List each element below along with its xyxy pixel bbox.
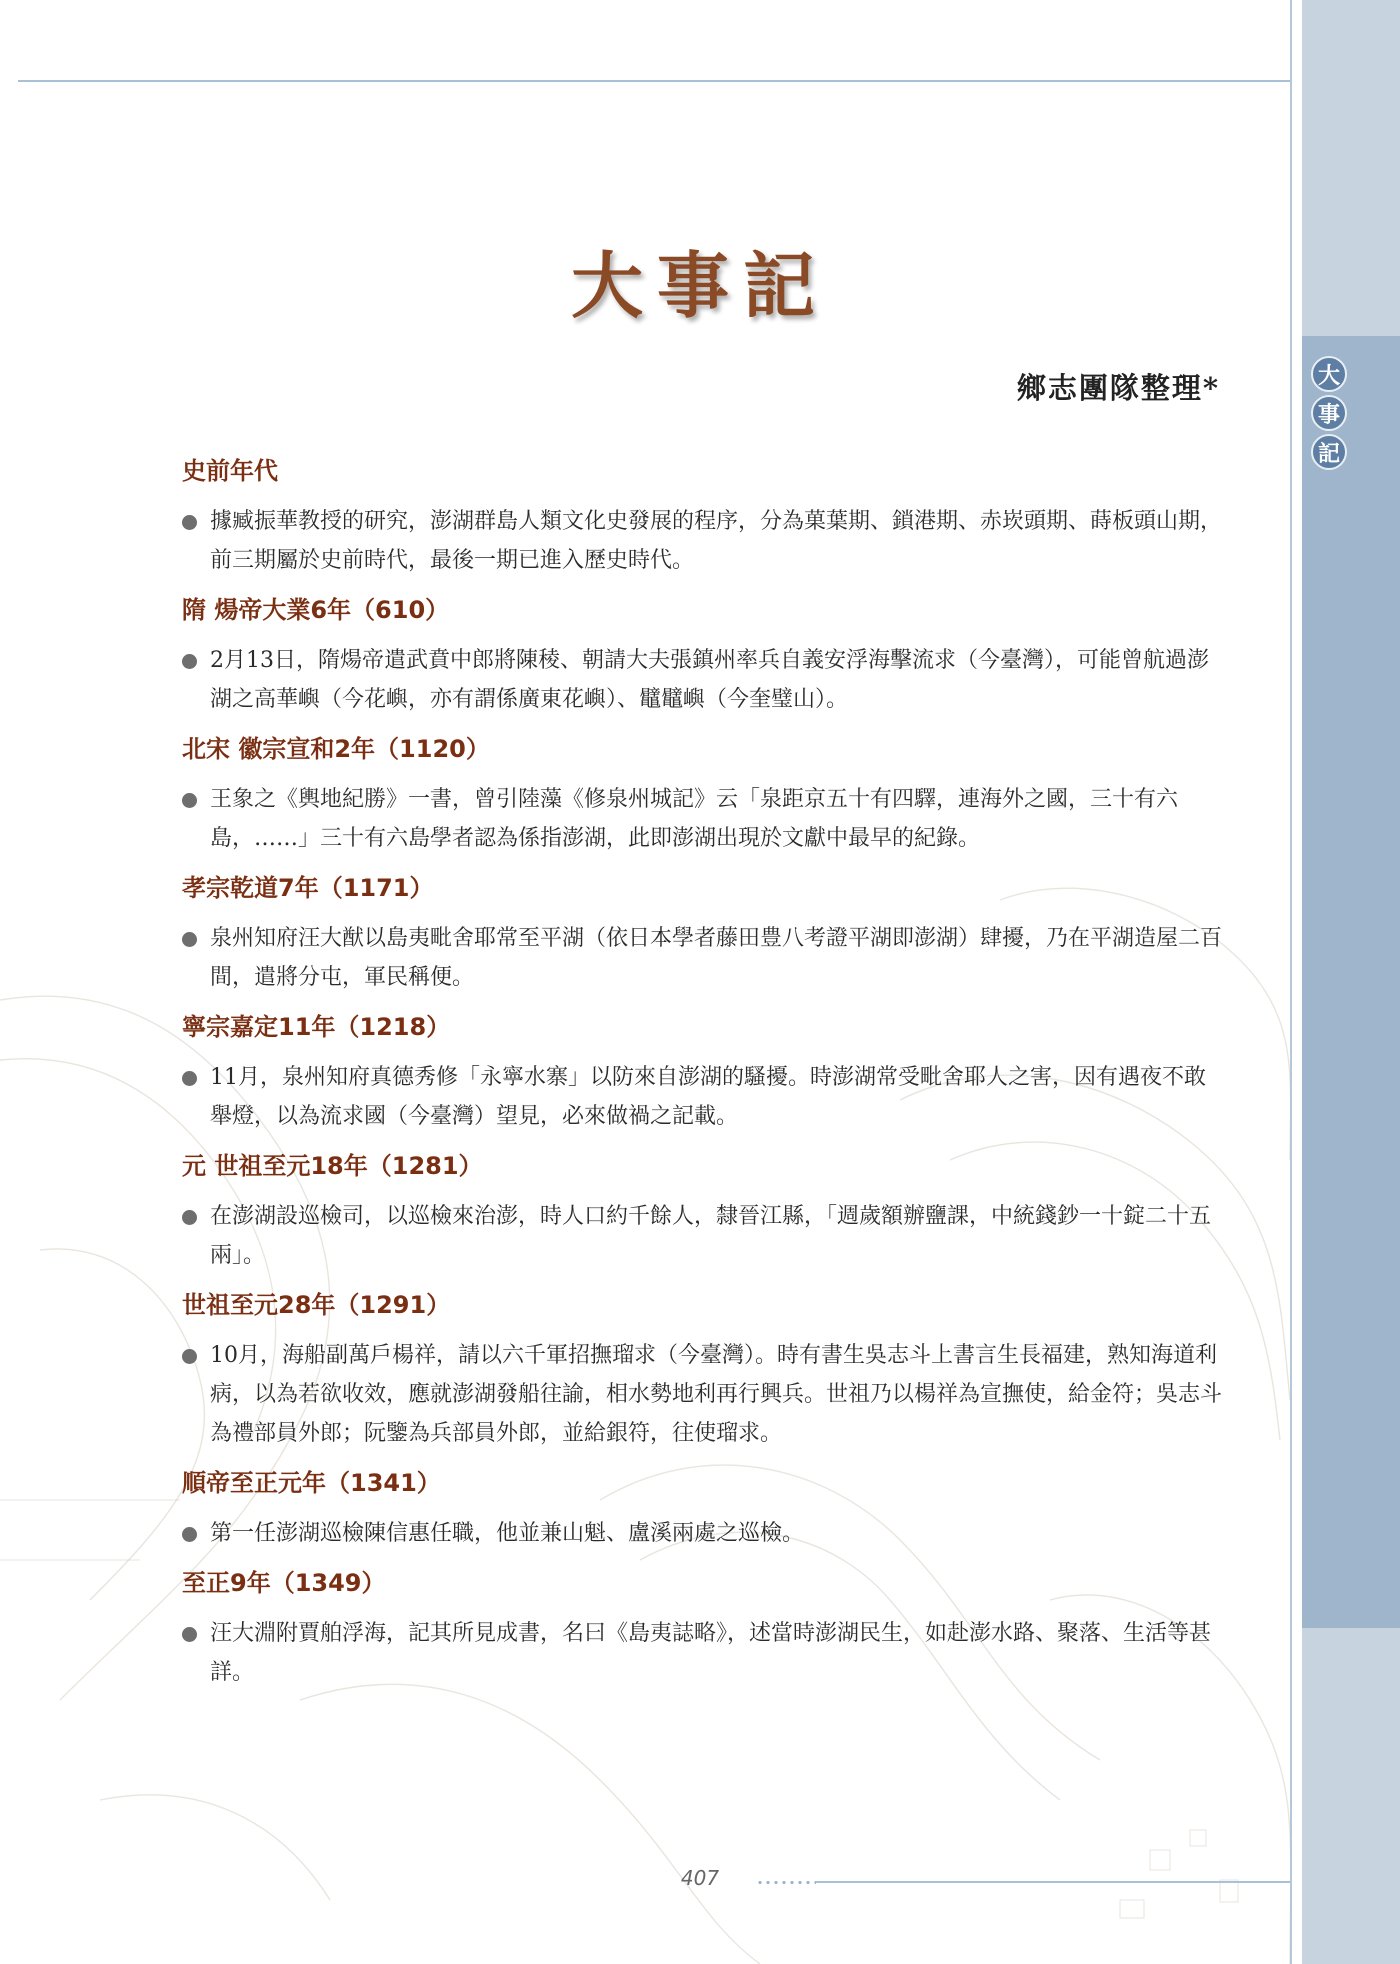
chronicle-entry	[182, 502, 1222, 580]
chronicle-entry	[182, 1058, 1222, 1136]
bullet-icon	[182, 1527, 197, 1542]
chronicle-section	[182, 593, 1222, 719]
bullet-icon	[182, 515, 197, 530]
entry-text: 泉州知府汪大猷以島夷毗舍耶常至平湖（依日本學者藤田豊八考證平湖即澎湖）肆擾，乃在平湖造屋二百間，遣將分屯，軍民稱便。	[210, 926, 1223, 990]
author-credit: 鄉志團隊整理*	[1016, 371, 1220, 405]
bullet-icon	[182, 1349, 197, 1364]
chronicle-section	[182, 871, 1222, 997]
side-tab-char-2: 事	[1311, 395, 1347, 431]
bullet-icon	[182, 793, 197, 808]
bullet-icon	[182, 1210, 197, 1225]
chronicle-section	[182, 732, 1222, 858]
chronicle-entry	[182, 1514, 1222, 1553]
side-band-active-section	[1302, 336, 1400, 1628]
chronicle-section	[182, 454, 1222, 580]
side-tab-char-3: 記	[1311, 434, 1347, 470]
chronicle-section	[182, 1149, 1222, 1275]
chronicle-entry	[182, 641, 1222, 719]
section-heading: 北宋 徽宗宣和2年（1120）	[182, 735, 490, 763]
section-heading: 元 世祖至元18年（1281）	[182, 1152, 483, 1180]
chronicle-entry	[182, 1336, 1222, 1453]
side-tab-char-1: 大	[1311, 356, 1347, 392]
footer-dots	[756, 1881, 816, 1884]
section-heading: 寧宗嘉定11年（1218）	[182, 1013, 451, 1041]
section-heading: 孝宗乾道7年（1171）	[182, 874, 434, 902]
chronicle-content	[182, 454, 1222, 1705]
section-heading: 史前年代	[182, 457, 278, 485]
entry-text: 王象之《輿地紀勝》一書，曾引陸藻《修泉州城記》云「泉距京五十有四驛，連海外之國，三十有六島，……」三十有六島學者認為係指澎湖，此即澎湖出現於文獻中最早的紀錄。	[210, 787, 1179, 851]
footer-rule	[816, 1881, 1290, 1883]
chronicle-entry	[182, 1614, 1222, 1692]
entry-text: 據臧振華教授的研究，澎湖群島人類文化史發展的程序，分為菓葉期、鎖港期、赤崁頭期、蒔板頭山期，前三期屬於史前時代，最後一期已進入歷史時代。	[210, 509, 1223, 573]
chronicle-entry	[182, 919, 1222, 997]
bullet-icon	[182, 654, 197, 669]
chronicle-entry	[182, 780, 1222, 858]
entry-text: 在澎湖設巡檢司，以巡檢來治澎，時人口約千餘人，隸晉江縣，「週歲額辦鹽課，中統錢鈔一十錠二十五兩」。	[210, 1204, 1212, 1268]
entry-text: 汪大淵附賈舶浮海，記其所見成書，名曰《島夷誌略》，述當時澎湖民生，如赴澎水路、聚落、生活等甚詳。	[210, 1621, 1212, 1685]
chronicle-entry	[182, 1197, 1222, 1275]
chronicle-section	[182, 1010, 1222, 1136]
section-heading: 至正9年（1349）	[182, 1569, 386, 1597]
entry-text: 第一任澎湖巡檢陳信惠任職，他並兼山魁、盧溪兩處之巡檢。	[210, 1521, 805, 1546]
chronicle-section	[182, 1466, 1222, 1553]
entry-text: 11月，泉州知府真德秀修「永寧水寨」以防來自澎湖的騷擾。時澎湖常受毗舍耶人之害，因有遇夜不敢舉燈，以為流求國（今臺灣）望見，必來做禍之記載。	[210, 1065, 1206, 1129]
bullet-icon	[182, 1627, 197, 1642]
page-title: 大事記	[570, 243, 829, 328]
bullet-icon	[182, 1071, 197, 1086]
chronicle-section	[182, 1288, 1222, 1453]
section-heading: 隋 煬帝大業6年（610）	[182, 596, 450, 624]
chronicle-section	[182, 1566, 1222, 1692]
section-heading: 順帝至正元年（1341）	[182, 1469, 441, 1497]
section-heading: 世祖至元28年（1291）	[182, 1291, 451, 1319]
bullet-icon	[182, 932, 197, 947]
entry-text: 10月，海船副萬戶楊祥，請以六千軍招撫瑠求（今臺灣）。時有書生吳志斗上書言生長福建，熟知海道利病，以為若欲收效，應就澎湖發船往諭，相水勢地利再行興兵。世祖乃以楊祥為宣撫使，給金符；吳志斗為禮部員外郎；阮鑒為兵部員外郎，並給銀符，往使瑠求。	[210, 1343, 1223, 1446]
top-rule	[18, 80, 1290, 82]
entry-text: 2月13日，隋煬帝遣武賁中郎將陳稜、朝請大夫張鎮州率兵自義安浮海擊流求（今臺灣），可能曾航過澎湖之高華嶼（今花嶼，亦有謂係廣東花嶼）、鼊鼊嶼（今奎璧山）。	[210, 648, 1209, 712]
side-chapter-tab[interactable]	[1309, 356, 1349, 470]
page-number: 407	[680, 1866, 720, 1890]
